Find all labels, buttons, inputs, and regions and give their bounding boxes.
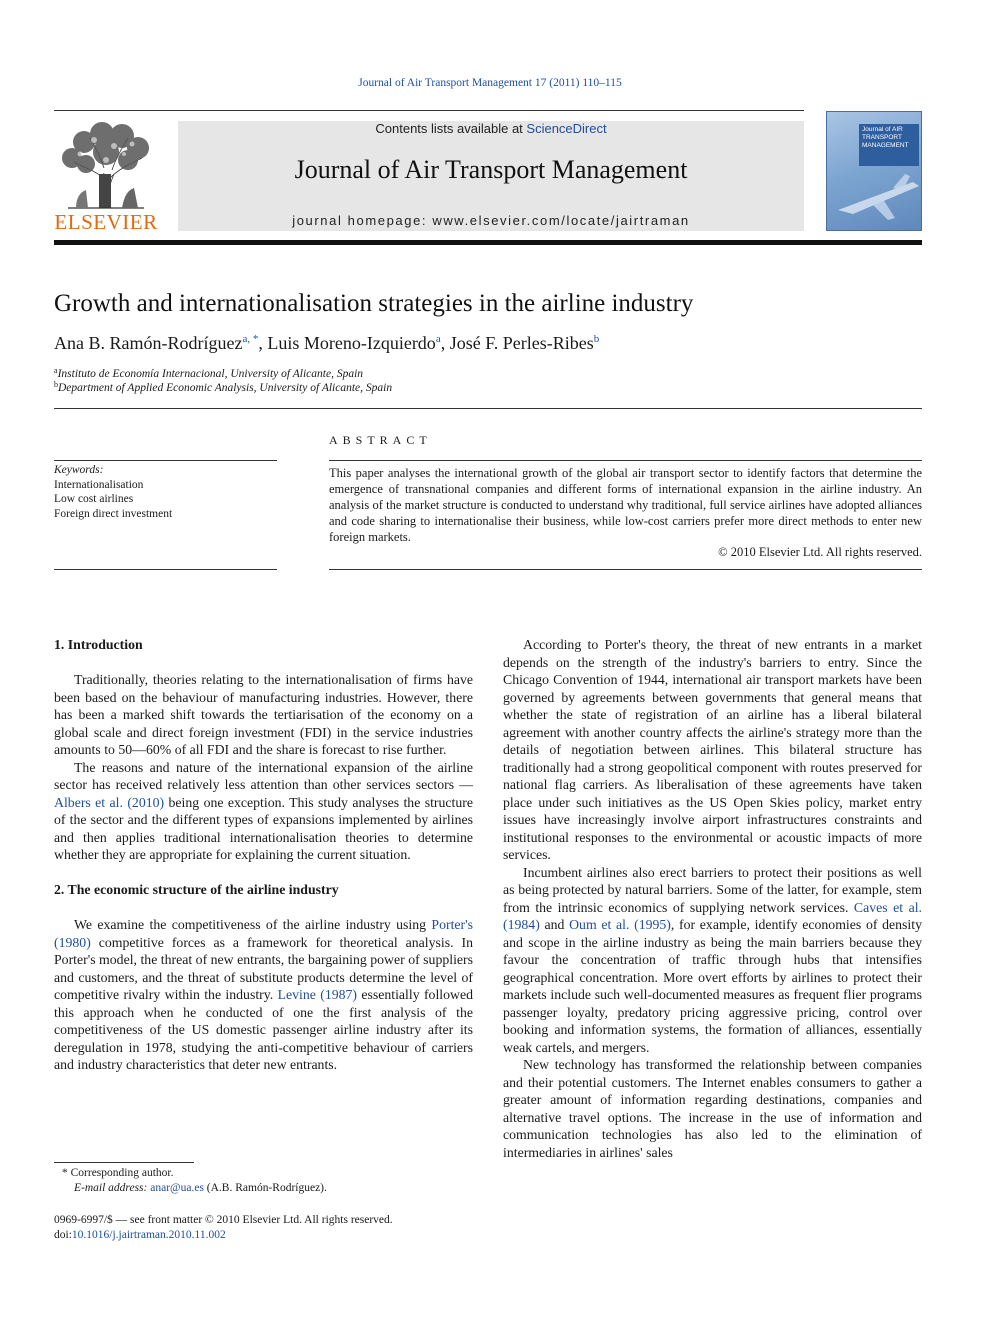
paragraph-text: and bbox=[539, 917, 570, 932]
author-list bbox=[54, 333, 599, 354]
section-heading-introduction: 1. Introduction bbox=[54, 637, 143, 652]
abstract-text: This paper analyses the international growth of the global air transport sector to identify factors that determine the emergence of transnational companies and different forms of international expansion in the airline industry. An analysis of the market structure is conducted to understand why traditional, full service airlines have adopted alliances and code sharing to internationalise their business, while low-cost carriers prefer more direct methods to enter new foreign markets. bbox=[329, 466, 922, 544]
header-rule-top bbox=[54, 110, 804, 111]
author-affiliation-mark[interactable]: a bbox=[435, 333, 441, 345]
abstract-heading: ABSTRACT bbox=[329, 433, 432, 447]
doi-prefix: doi: bbox=[54, 1228, 72, 1241]
paragraph bbox=[54, 759, 473, 864]
email-owner: (A.B. Ramón-Rodríguez). bbox=[206, 1182, 327, 1194]
paragraph-text: competitive forces as a framework for theoretical analysis. In Porter's model, the threat of new entrants, the bargaining power of suppliers and customers, and the threat of substitute products determine the level of competitive rivalry within the industry. bbox=[54, 934, 473, 1002]
affiliation-a bbox=[54, 366, 363, 380]
citation-link[interactable]: Levine (1987) bbox=[277, 987, 358, 1002]
doi-link[interactable]: 10.1016/j.jairtraman.2010.11.002 bbox=[71, 1228, 226, 1241]
footnote-rule bbox=[54, 1162, 194, 1163]
keywords-heading: Keywords: bbox=[54, 464, 104, 476]
body-column-left bbox=[54, 636, 473, 1074]
paragraph bbox=[54, 916, 473, 1074]
front-matter-line: 0969-6997/$ — see front matter © 2010 Elsevier Ltd. All rights reserved. bbox=[54, 1214, 393, 1226]
author-affiliation-mark[interactable]: b bbox=[593, 333, 600, 345]
body-column-right bbox=[503, 636, 922, 1161]
abstract-rule-bottom bbox=[329, 569, 922, 570]
abstract-rule-top bbox=[329, 460, 922, 461]
abstract-copyright: © 2010 Elsevier Ltd. All rights reserved. bbox=[718, 545, 922, 559]
affiliation-mark: a bbox=[54, 366, 58, 375]
paragraph-text: essentially followed this approach when he conducted of one the first analysis of the competitiveness of the US domestic passenger airline industry after its deregulation in 1978, studying the anti-competitive behaviour of carriers and industry characteristics that deter new entrants. bbox=[54, 987, 474, 1072]
email-label: E-mail address: bbox=[74, 1182, 148, 1194]
journal-homepage[interactable]: journal homepage: www.elsevier.com/locate/jairtraman bbox=[292, 213, 690, 228]
affiliation-b bbox=[54, 380, 392, 394]
citation-link[interactable]: Oum et al. (1995) bbox=[569, 917, 671, 932]
journal-cover-thumbnail[interactable] bbox=[826, 111, 922, 231]
affiliation-mark: b bbox=[54, 380, 58, 389]
author-name[interactable]: José F. Perles-Ribes bbox=[449, 333, 594, 353]
paragraph: New technology has transformed the relationship between companies and their potential customers. The Internet enables consumers to gather a greater amount of information regarding destinations, companies and alternative travel options. The increase in the use of information and communication technologies has also led to the elimination of intermediaries in airlines' sales bbox=[503, 1057, 922, 1160]
keywords-rule-bottom bbox=[54, 569, 277, 570]
author-name[interactable]: Ana B. Ramón-Rodríguez bbox=[54, 333, 243, 353]
article-info-rule bbox=[54, 408, 922, 409]
citation-link[interactable]: Caves et al. (1984) bbox=[503, 899, 922, 932]
article-title: Growth and internationalisation strategies in the airline industry bbox=[54, 290, 694, 317]
header-rule-thick bbox=[54, 240, 922, 245]
keyword-item: Internationalisation bbox=[54, 478, 144, 491]
publisher-wordmark: ELSEVIER bbox=[54, 210, 158, 234]
journal-name: Journal of Air Transport Management bbox=[294, 155, 688, 184]
paragraph: Traditionally, theories relating to the internationalisation of firms have been based on the behaviour of manufacturing industries. However, there has been a marked shift towards the tertiarisation of the economy on a global scale and direct foreign investment (FDI) in the service industries amounts to 50—60% of all FDI and the share is forecast to rise further. bbox=[54, 672, 473, 757]
email-link[interactable]: anar@ua.es bbox=[150, 1182, 204, 1194]
paragraph-text: , for example, identify economies of density and scope in the airline industry as being the main barriers because they favour the concentration of traffic through hubs that intensifies geographical concentration. More overt efforts by airlines to protect their markets include such well-documented measures as frequent flier programs passenger loyalty, predatory pricing aggressive pricing, control over booking and information systems, the formation of alliances, essentially weak cartels, and mergers. bbox=[503, 917, 922, 1055]
journal-reference[interactable]: Journal of Air Transport Management 17 (2011) 110–115 bbox=[358, 77, 622, 89]
footnote bbox=[54, 1166, 473, 1196]
keywords-rule-top bbox=[54, 460, 277, 461]
affiliation-text: Instituto de Economía Internacional, University of Alicante, Spain bbox=[57, 368, 364, 380]
citation-link[interactable]: Porter's (1980) bbox=[54, 917, 473, 950]
contents-prefix: Contents lists available at bbox=[375, 121, 527, 136]
footnote-star-mark: * bbox=[62, 1167, 71, 1179]
contents-line bbox=[178, 121, 804, 136]
keyword-item: Low cost airlines bbox=[54, 493, 134, 506]
citation-link[interactable]: Albers et al. (2010) bbox=[54, 794, 165, 810]
issn-block bbox=[54, 1213, 494, 1242]
author-affiliation-mark[interactable]: a, * bbox=[242, 333, 259, 345]
paragraph-text: being one exception. This study analyses the structure of the sector and the different types of expansions implemented by airlines and then applies traditional internationalisation theories to determine whether they are appropriate for explaining the current situation. bbox=[54, 794, 473, 862]
affiliation-text: Department of Applied Economic Analysis, University of Alicante, Spain bbox=[58, 382, 393, 394]
paragraph-text: The reasons and nature of the international expansion of the airline sector has received relatively less attention than other services sectors — bbox=[54, 759, 473, 792]
sciencedirect-link[interactable]: ScienceDirect bbox=[526, 121, 607, 136]
section-heading-economic-structure: 2. The economic structure of the airline industry bbox=[54, 882, 339, 897]
paragraph bbox=[503, 864, 922, 1057]
keyword-item: Foreign direct investment bbox=[54, 507, 173, 520]
keywords-panel bbox=[54, 463, 277, 521]
cover-title: Journal of AIR TRANSPORT MANAGEMENT bbox=[862, 126, 909, 149]
paragraph: According to Porter's theory, the threat of new entrants in a market depends on the strength of the industry's barriers to entry. Since the Chicago Convention of 1944, international air transport markets have been governed by agreements between governments that general means that whether the state of registration of an airline has a liberal bilateral agreement with another country affects the airline's strategy more than the details of negotiation between airlines. This bilateral structure has traditionally had a strong geopolitical component with routes preserved for national flag carriers. As liberalisation of these agreements have taken place under such initiatives as the US Open Skies policy, market entry issues have increasingly involve airport infrastructures constraints and institutional responses to the environmental or acoustic impacts of more services. bbox=[503, 637, 922, 862]
author-separator: , bbox=[440, 333, 450, 353]
author-name[interactable]: Luis Moreno-Izquierdo bbox=[267, 333, 436, 353]
paragraph-text: Incumbent airlines also erect barriers to protect their positions as well as being protected by natural barriers. Some of the latter, for example, stem from the intrinsic economics of supplying network services. bbox=[503, 864, 922, 915]
corresponding-author-note: Corresponding author. bbox=[70, 1167, 174, 1179]
author-separator: , bbox=[258, 333, 268, 353]
airplane-icon bbox=[833, 170, 922, 225]
paragraph-text: We examine the competitiveness of the airline industry using bbox=[74, 917, 432, 932]
